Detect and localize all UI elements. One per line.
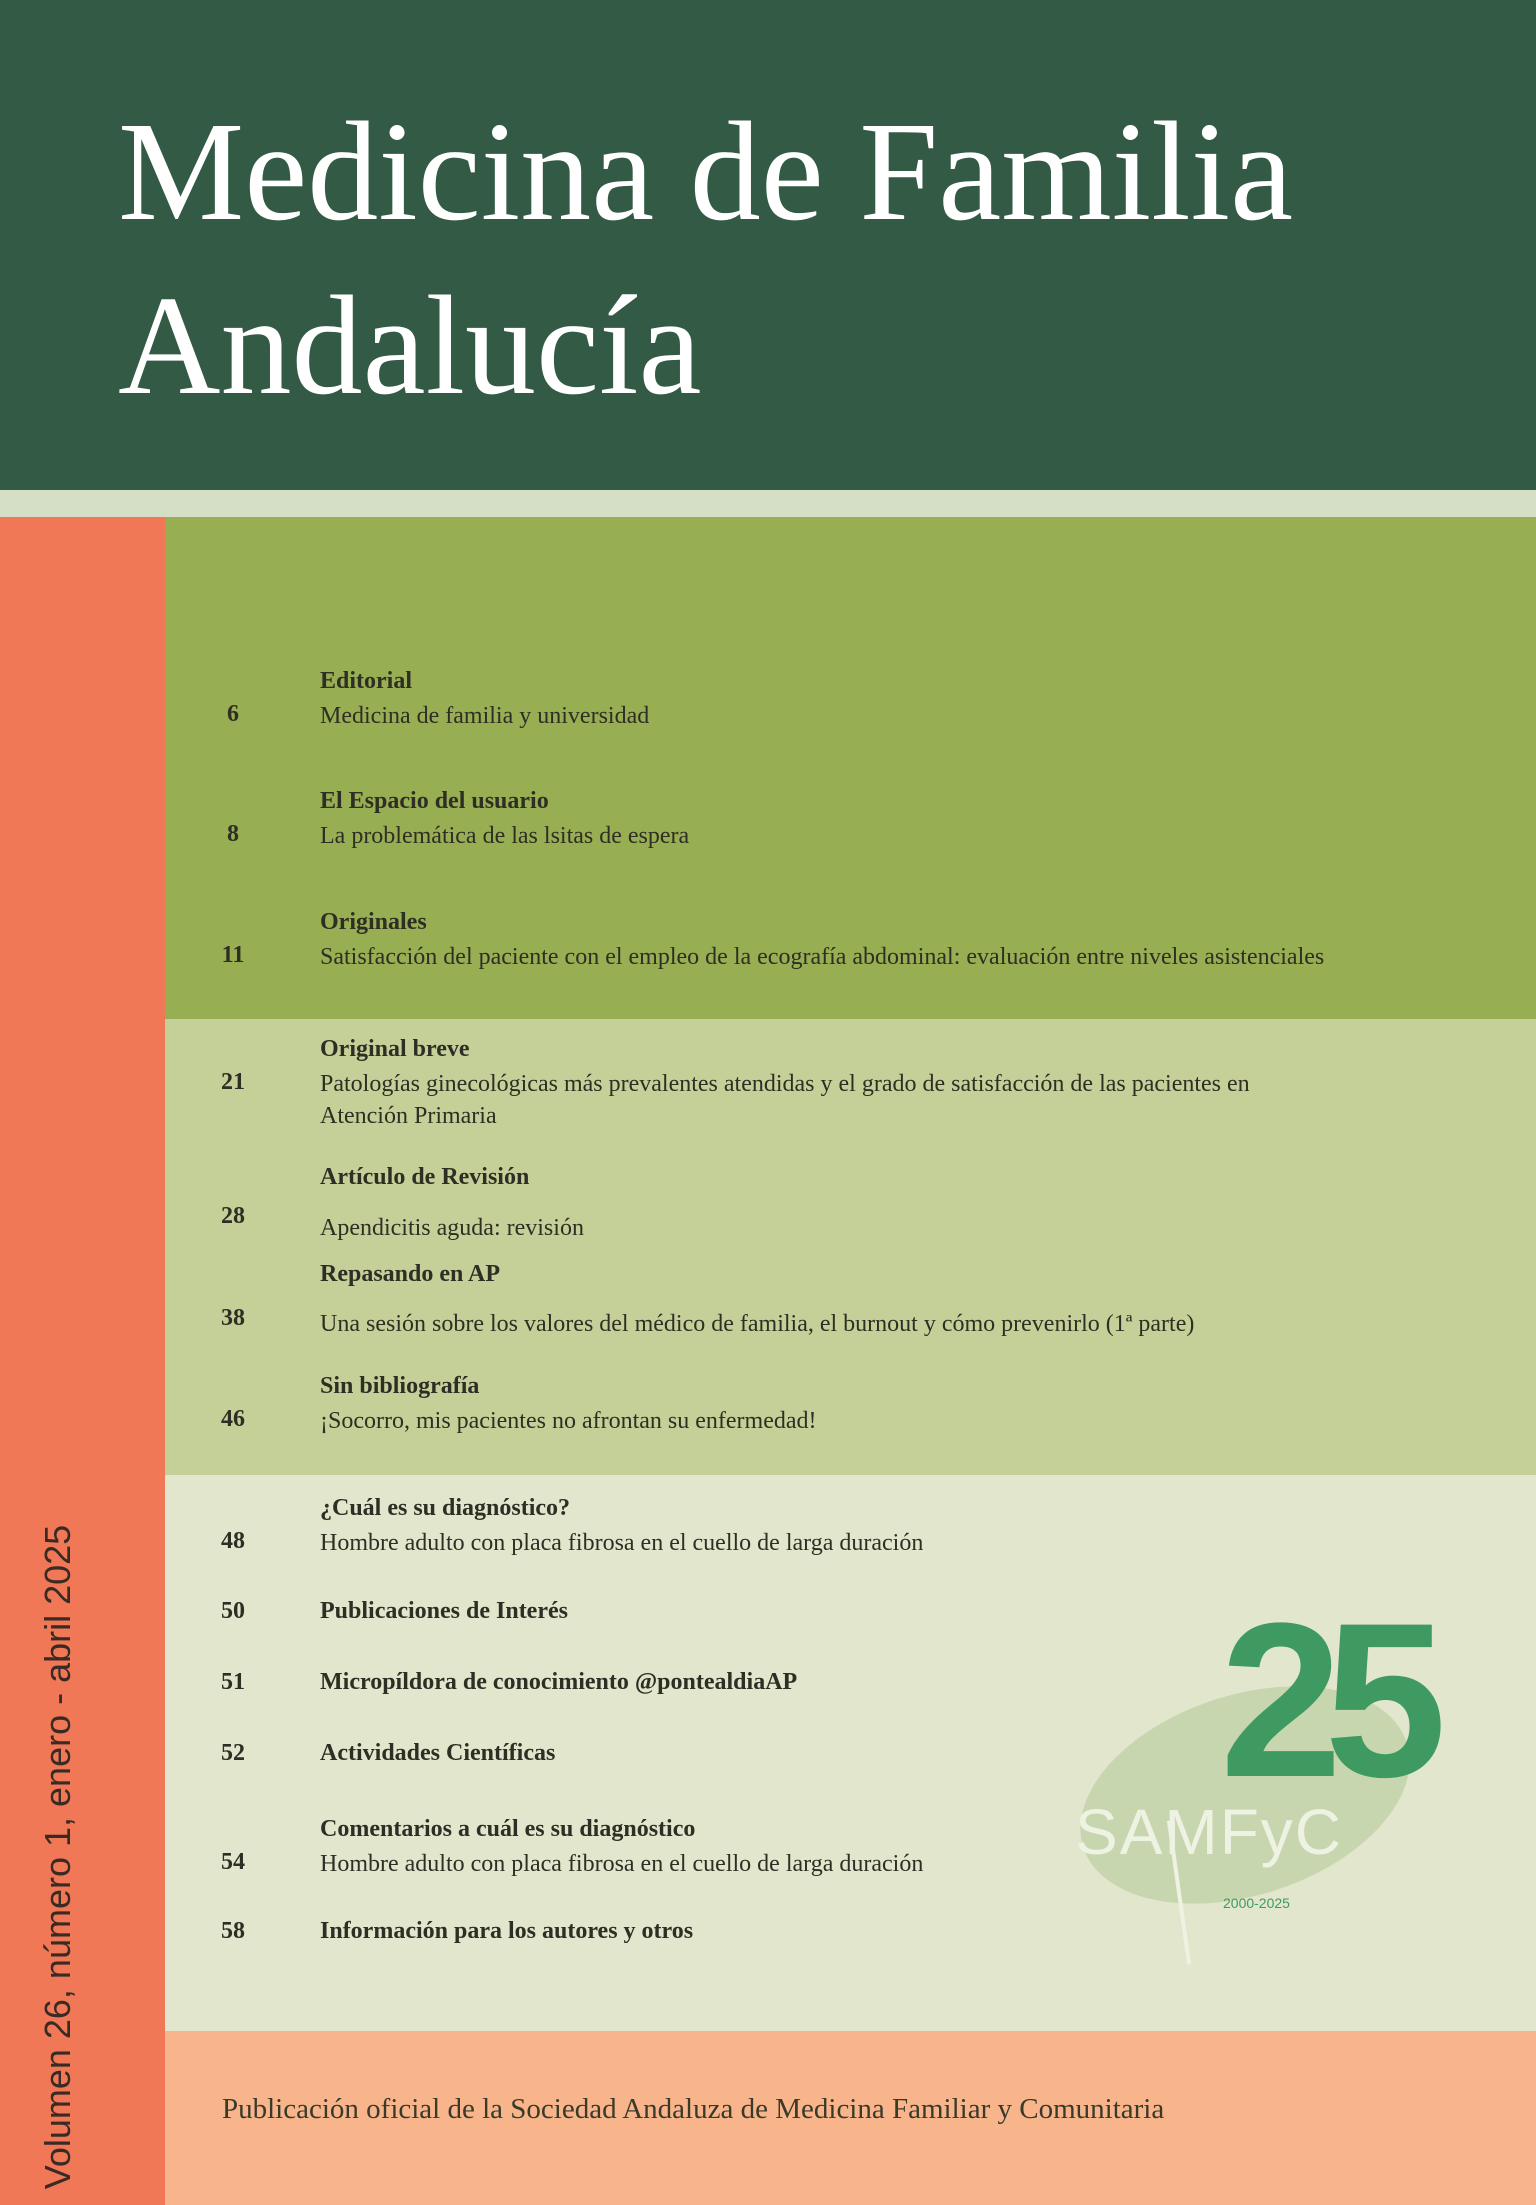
logo-years: 2000-2025 bbox=[1223, 1895, 1290, 1911]
volume-sidebar bbox=[0, 517, 165, 2205]
publisher-statement: Publicación oficial de la Sociedad Andaluza de Medicina Familiar y Comunitaria bbox=[222, 2093, 1165, 2125]
logo-name: SAMFyC bbox=[1075, 1796, 1343, 1868]
toc-section-label: Artículo de Revisión bbox=[320, 1164, 530, 1190]
toc-section-label: Comentarios a cuál es su diagnóstico bbox=[320, 1816, 696, 1842]
toc-article-title: La problemática de las lsitas de espera bbox=[320, 823, 690, 849]
toc-section-label: Sin bibliografía bbox=[320, 1373, 480, 1399]
toc-article-title: Hombre adulto con placa fibrosa en el cuello de larga duración bbox=[320, 1851, 924, 1877]
journal-title-line2: Andalucía bbox=[118, 266, 702, 424]
toc-page-number: 6 bbox=[227, 701, 239, 727]
toc-page-number: 50 bbox=[221, 1598, 245, 1624]
toc-section-label: Original breve bbox=[320, 1036, 470, 1062]
toc-page-number: 11 bbox=[221, 942, 245, 968]
toc-page-number: 21 bbox=[221, 1069, 245, 1095]
journal-title-line1: Medicina de Familia bbox=[118, 92, 1294, 250]
toc-section-label: Información para los autores y otros bbox=[320, 1918, 694, 1944]
cover-footer bbox=[165, 2031, 1536, 2205]
toc-page-number: 38 bbox=[221, 1305, 245, 1331]
toc-page-number: 46 bbox=[221, 1406, 245, 1432]
toc-article-title: Medicina de familia y universidad bbox=[320, 703, 650, 729]
volume-info: Volumen 26, número 1, enero - abril 2025 bbox=[37, 1524, 78, 2190]
header-divider-band bbox=[0, 490, 1536, 517]
toc-page-number: 54 bbox=[221, 1849, 245, 1875]
toc-section-label: Repasando en AP bbox=[320, 1261, 501, 1287]
toc-page-number: 58 bbox=[221, 1918, 245, 1944]
logo-number: 25 bbox=[1220, 1577, 1429, 1823]
toc-section-label: Micropíldora de conocimiento @pontealdiaAP bbox=[320, 1669, 798, 1695]
toc-article-title: Hombre adulto con placa fibrosa en el cuello de larga duración bbox=[320, 1530, 924, 1556]
toc-page-number: 52 bbox=[221, 1740, 245, 1766]
toc-section-label: ¿Cuál es su diagnóstico? bbox=[320, 1495, 571, 1521]
toc-section-label: Publicaciones de Interés bbox=[320, 1598, 568, 1624]
toc-article-title: Apendicitis aguda: revisión bbox=[320, 1215, 584, 1241]
toc-page-number: 51 bbox=[221, 1669, 245, 1695]
toc-article-title: ¡Socorro, mis pacientes no afrontan su enfermedad! bbox=[320, 1408, 817, 1434]
toc-section-label: El Espacio del usuario bbox=[320, 788, 549, 814]
samfyc-anniversary-logo bbox=[1065, 1577, 1445, 1970]
toc-article-title: Patologías ginecológicas más prevalentes atendidas y el grado de satisfacción de las pacientes en Atención Primaria bbox=[320, 1071, 1250, 1129]
toc-article-title: Una sesión sobre los valores del médico de familia, el burnout y cómo prevenirlo (1ª parte) bbox=[320, 1311, 1195, 1337]
toc-section-label: Originales bbox=[320, 909, 427, 935]
toc-page-number: 8 bbox=[227, 821, 239, 847]
toc-article-title: Satisfacción del paciente con el empleo de la ecografía abdominal: evaluación entre niveles asistenciales bbox=[320, 944, 1325, 970]
toc-section-label: Actividades Científicas bbox=[320, 1740, 556, 1766]
toc-page-number: 28 bbox=[221, 1203, 245, 1229]
journal-title bbox=[118, 84, 1293, 432]
cover-header bbox=[0, 0, 1536, 490]
toc-page-number: 48 bbox=[221, 1528, 245, 1554]
toc-section-label: Editorial bbox=[320, 668, 413, 694]
